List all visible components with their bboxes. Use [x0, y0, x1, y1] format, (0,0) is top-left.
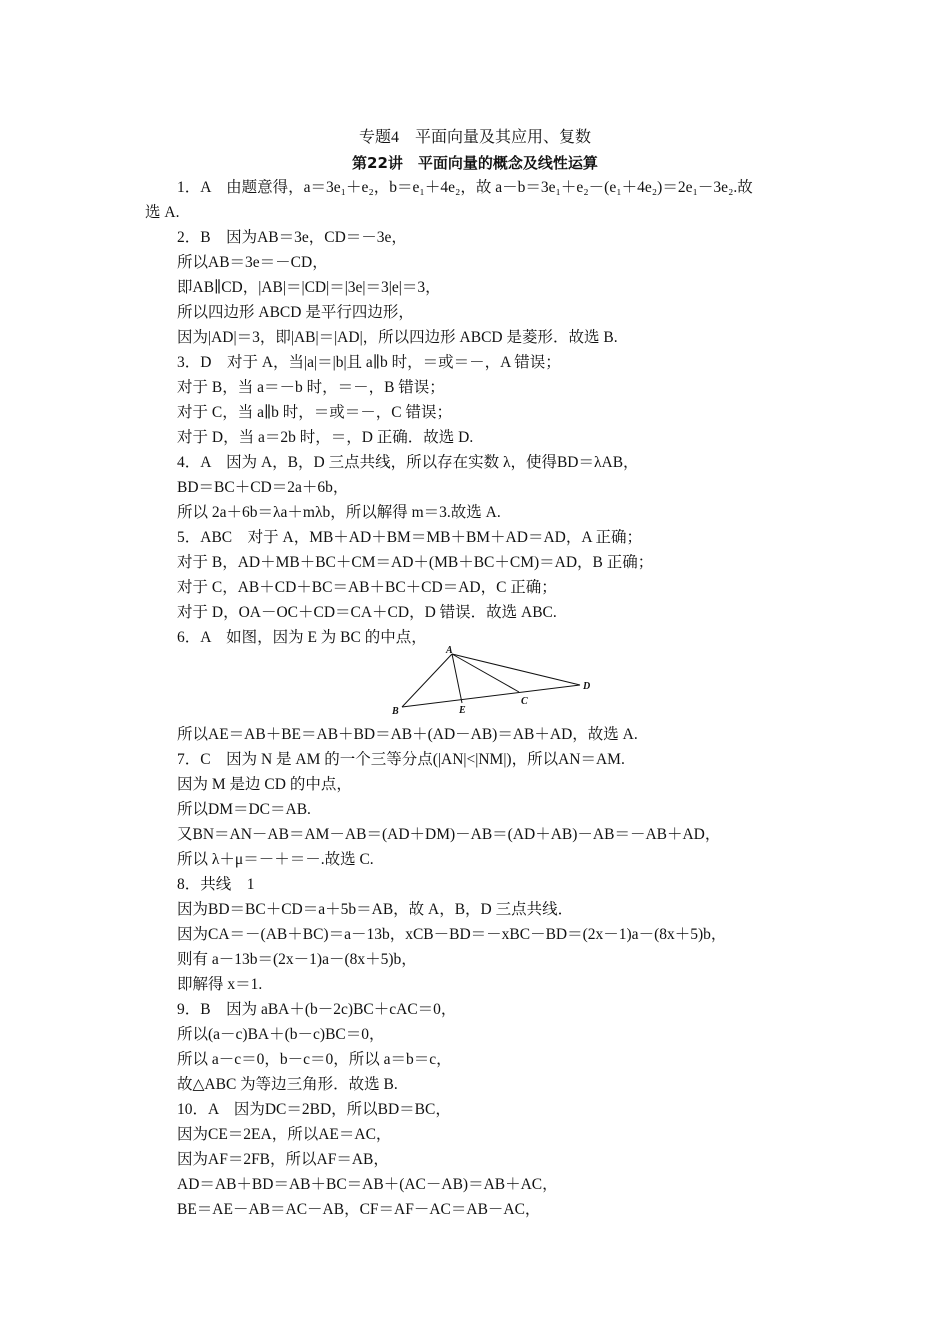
answer-line: BD＝BC＋CD＝2a＋6b， [177, 479, 349, 496]
answer-line: 3．D 对于 A，当|a|＝|b|且 a∥b 时，＝或＝－，A 错误； [177, 354, 561, 371]
answer-line: 对于 B，当 a＝－b 时，＝－，B 错误； [177, 379, 445, 396]
segment-ad [452, 654, 580, 685]
answer-line: 5．ABC 对于 A，MB＋AD＋BM＝MB＋BM＋AD＝AD，A 正确； [177, 529, 643, 546]
answer-line: 则有 a－13b＝(2x－1)a－(8x＋5)b， [177, 951, 417, 968]
segment-ae [452, 654, 462, 703]
answer-line: 因为 M 是边 CD 的中点， [177, 776, 352, 793]
triangle-figure [388, 640, 598, 720]
answer-line: 8．共线 1 [177, 876, 255, 893]
answer-line: 因为CE＝2EA，所以AE＝AC， [177, 1126, 392, 1143]
label-d: D [583, 681, 591, 692]
answer-line: 所以 a－c＝0，b－c＝0，所以 a＝b＝c， [177, 1051, 452, 1068]
answer-line: 因为BD＝BC＋CD＝a＋5b＝AB，故 A，B，D 三点共线． [177, 901, 574, 918]
answer-line: 所以四边形 ABCD 是平行四边形， [177, 304, 414, 321]
answer-line: 7．C 因为 N 是 AM 的一个三等分点(|AN|<|NM|)，所以AN＝AM. [177, 751, 625, 768]
answer-line: 即AB∥CD，|AB|＝|CD|＝|3e|＝3|e|＝3， [177, 279, 441, 296]
answer-line: 1．A 由题意得，a＝3e₁＋e₂，b＝e₁＋4e₂，故 a－b＝3e₁＋e₂－(e₁＋4e₂)＝2e₁－3e₂.故 [177, 179, 753, 196]
triangle-diagram [388, 640, 598, 720]
label-b: B [392, 706, 399, 717]
label-e: E [459, 705, 466, 716]
answer-line: 对于 D，OA－OC＋CD＝CA＋CD，D 错误．故选 ABC. [177, 604, 557, 621]
label-a: A [446, 645, 453, 656]
lecture-heading: 第22讲 平面向量的概念及线性运算 [352, 154, 598, 172]
answer-line: 所以(a－c)BA＋(b－c)BC＝0， [177, 1026, 385, 1043]
answer-line: 故△ABC 为等边三角形．故选 B. [177, 1076, 398, 1093]
answer-line: 对于 B，AD＋MB＋BC＋CM＝AD＋(MB＋BC＋CM)＝AD，B 正确； [177, 554, 654, 571]
answer-line: 所以 2a＋6b＝λa＋mλb，所以解得 m＝3.故选 A. [177, 504, 501, 521]
topic-heading: 专题4 平面向量及其应用、复数 [358, 129, 591, 146]
answer-line: 所以AE＝AB＋BE＝AB＋BD＝AB＋(AD－AB)＝AB＋AD，故选 A. [177, 726, 638, 743]
segment-ab [402, 654, 452, 707]
answer-line: 4．A 因为 A，B，D 三点共线，所以存在实数 λ，使得BD＝λAB， [177, 454, 639, 471]
segment-ac [452, 654, 519, 692]
segment-bd [402, 685, 580, 707]
answer-line: 所以AB＝3e＝－CD， [177, 254, 328, 271]
answer-line: 因为|AD|＝3，即|AB|＝|AD|，所以四边形 ABCD 是菱形．故选 B. [177, 329, 618, 346]
answer-line: 对于 D，当 a＝2b 时，＝，D 正确．故选 D. [177, 429, 474, 446]
answer-line: 6．A 如图，因为 E 为 BC 的中点， [177, 629, 427, 646]
answer-line: 对于 C，当 a∥b 时，＝或＝－，C 错误； [177, 404, 452, 421]
answer-line: 所以DM＝DC＝AB. [177, 801, 311, 818]
answer-line: 因为CA＝－(AB＋BC)＝a－13b，xCB－BD＝－xBC－BD＝(2x－1)a－(8x＋5)b， [177, 926, 727, 943]
answer-line: 因为AF＝2FB，所以AF＝AB， [177, 1151, 389, 1168]
label-c: C [521, 696, 528, 707]
answer-line: 所以 λ＋μ＝－＋＝－.故选 C. [177, 851, 374, 868]
answer-line: BE＝AE－AB＝AC－AB，CF＝AF－AC＝AB－AC， [177, 1201, 541, 1218]
answer-line: 10．A 因为DC＝2BD，所以BD＝BC， [177, 1101, 451, 1118]
answer-line: 2．B 因为AB＝3e，CD＝－3e， [177, 229, 407, 246]
answer-line: 选 A. [145, 204, 180, 221]
answer-line: 又BN＝AN－AB＝AM－AB＝(AD＋DM)－AB＝(AD＋AB)－AB＝－AB＋AD， [177, 826, 721, 843]
answer-line: AD＝AB＋BD＝AB＋BC＝AB＋(AC－AB)＝AB＋AC， [177, 1176, 558, 1193]
answer-line: 即解得 x＝1. [177, 976, 263, 993]
answer-line: 9．B 因为 aBA＋(b－2c)BC＋cAC＝0， [177, 1001, 457, 1018]
answer-line: 对于 C，AB＋CD＋BC＝AB＋BC＋CD＝AD，C 正确； [177, 579, 557, 596]
